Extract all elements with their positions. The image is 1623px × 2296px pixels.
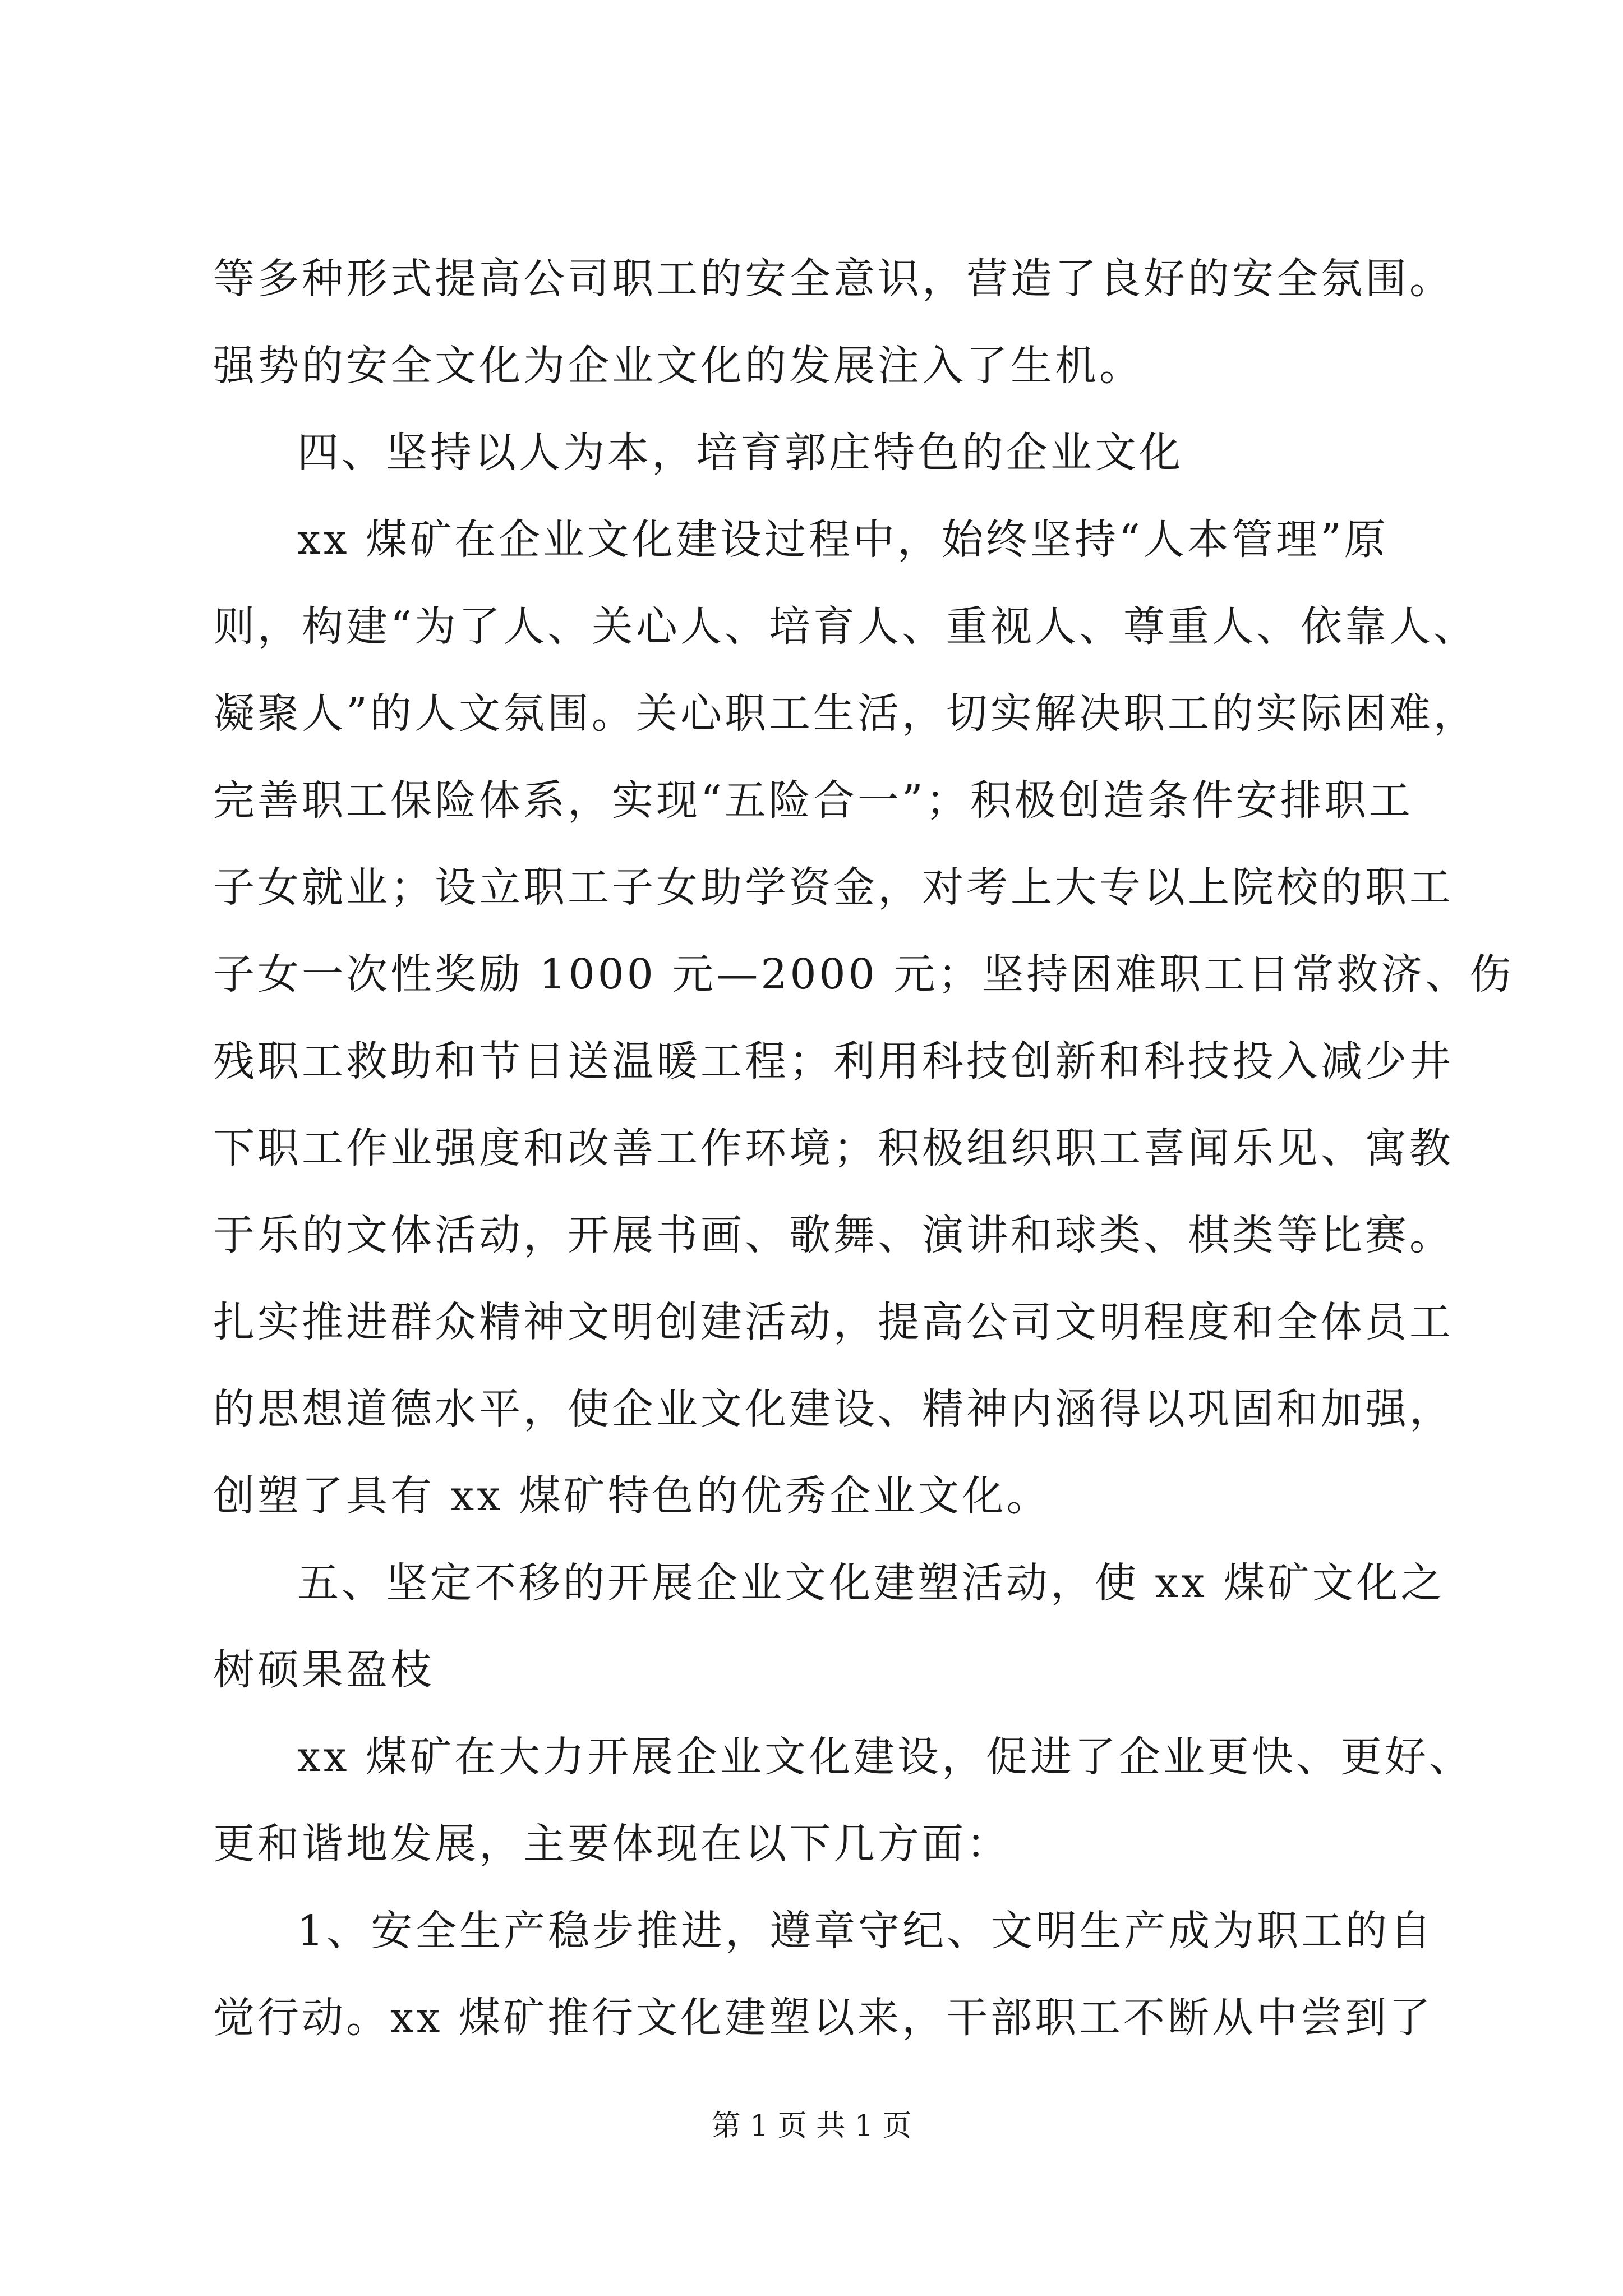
- list-item-1: 1、安全生产稳步推进，遵章守纪、文明生产成为职工的自: [297, 1907, 1435, 1955]
- body-text-line: 创塑了具有 xx 煤矿特色的优秀企业文化。: [213, 1472, 1051, 1520]
- body-text-line: 觉行动。xx 煤矿推行文化建塑以来，干部职工不断从中尝到了: [213, 1994, 1433, 2042]
- body-text-line: 扎实推进群众精神文明创建活动，提高公司文明程度和全体员工: [213, 1298, 1454, 1346]
- body-text-line: 的思想道德水平，使企业文化建设、精神内涵得以巩固和加强，: [213, 1385, 1454, 1433]
- body-text-line: 下职工作业强度和改善工作环境；积极组织职工喜闻乐见、寓教: [213, 1124, 1454, 1172]
- section-heading-5: 五、坚定不移的开展企业文化建塑活动，使 xx 煤矿文化之: [297, 1559, 1445, 1607]
- body-text-line: 强势的安全文化为企业文化的发展注入了生机。: [213, 342, 1144, 390]
- body-text-line: 子女一次性奖励 1000 元—2000 元；坚持困难职工日常救济、伤: [213, 950, 1514, 999]
- page-number-footer: 第 1 页 共 1 页: [711, 2109, 912, 2143]
- body-text-line: 则，构建“为了人、关心人、培育人、重视人、尊重人、依靠人、: [213, 602, 1478, 651]
- body-text-line: xx 煤矿在企业文化建设过程中，始终坚持“人本管理”原: [297, 516, 1389, 564]
- body-text-line: 凝聚人”的人文氛围。关心职工生活，切实解决职工的实际困难，: [213, 689, 1478, 738]
- body-text-line: 完善职工保险体系，实现“五险合一”；积极创造条件安排职工: [213, 776, 1413, 825]
- body-text-line: 于乐的文体活动，开展书画、歌舞、演讲和球类、棋类等比赛。: [213, 1211, 1454, 1259]
- body-text-line: 子女就业；设立职工子女助学资金，对考上大专以上院校的职工: [213, 863, 1454, 912]
- body-text-line: 更和谐地发展，主要体现在以下几方面：: [213, 1820, 1011, 1868]
- document-body: [213, 236, 1514, 2062]
- section-heading-5-continued: 树硕果盈枝: [213, 1646, 435, 1694]
- body-text-line: 残职工救助和节日送温暖工程；利用科技创新和科技投入减少井: [213, 1037, 1454, 1085]
- section-heading-4: 四、坚持以人为本，培育郭庄特色的企业文化: [297, 429, 1183, 477]
- body-text-line: 等多种形式提高公司职工的安全意识，营造了良好的安全氛围。: [213, 255, 1454, 303]
- body-text-line: xx 煤矿在大力开展企业文化建设，促进了企业更快、更好、: [297, 1733, 1473, 1781]
